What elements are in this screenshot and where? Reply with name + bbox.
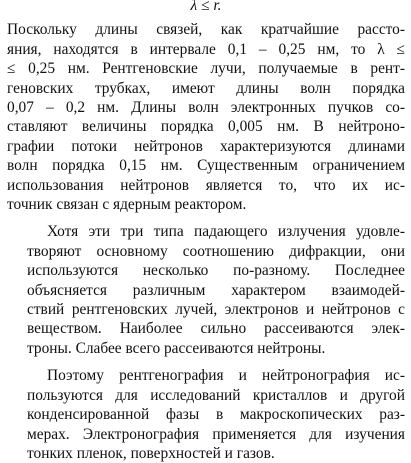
paragraph-interaction xyxy=(7,222,405,358)
text-line: яния, находятся в интервале 0,1 – 0,25 нм, то λ ≤ xyxy=(7,40,405,58)
text-line: объясняется различным характером взаимодей- xyxy=(27,281,405,299)
text-line: мерах. Электронография применяется для изучения xyxy=(27,425,405,443)
text-line: троны. Слабее всего рассеиваются нейтроны. xyxy=(27,339,326,357)
text-line: графии потоки нейтронов характеризуются длинами xyxy=(7,137,405,155)
text-line: волн порядка 0,15 нм. Существенным ограничением xyxy=(7,157,405,175)
paragraph-applications xyxy=(7,366,405,463)
text-line: тонких пленок, поверхностей и газов. xyxy=(27,444,275,462)
text-line: ≤ 0,25 нм. Рентгеновские лучи, получаемые в рент- xyxy=(7,60,405,78)
paragraph-wavelengths xyxy=(7,20,405,214)
text-line: творяют основному соотношению дифракции, они xyxy=(27,242,405,260)
text-line: ствий рентгеновских лучей, электронов и нейтронов с xyxy=(27,301,405,319)
text-line: 0,07 – 0,2 нм. Длины волн электронных пучков со- xyxy=(7,99,405,117)
text-line: Хотя эти три типа падающего излучения удовле- xyxy=(47,223,405,241)
text-line: использования нейтронов является то, что их ис- xyxy=(7,176,405,194)
text-line: точник связан с ядерным реактором. xyxy=(7,196,247,214)
text-line: веществом. Наиболее сильно рассеиваются элек- xyxy=(27,320,405,338)
text-line: геновских трубках, имеют длины волн порядка xyxy=(7,79,405,97)
text-line: ставляют величины порядка 0,005 нм. В нейтроно- xyxy=(7,118,405,136)
text-line: конденсированной фазы в макроскопических раз- xyxy=(27,406,405,424)
text-line: пользуются для исследований кристаллов и другой xyxy=(27,386,405,404)
formula-line: λ ≤ r. xyxy=(190,0,222,14)
text-line: Поскольку длины связей, как кратчайшие рассто- xyxy=(7,21,405,39)
text-line: Поэтому рентгенография и нейтронография ис- xyxy=(47,367,405,385)
text-line: используются несколько по-разному. Последнее xyxy=(27,262,405,280)
